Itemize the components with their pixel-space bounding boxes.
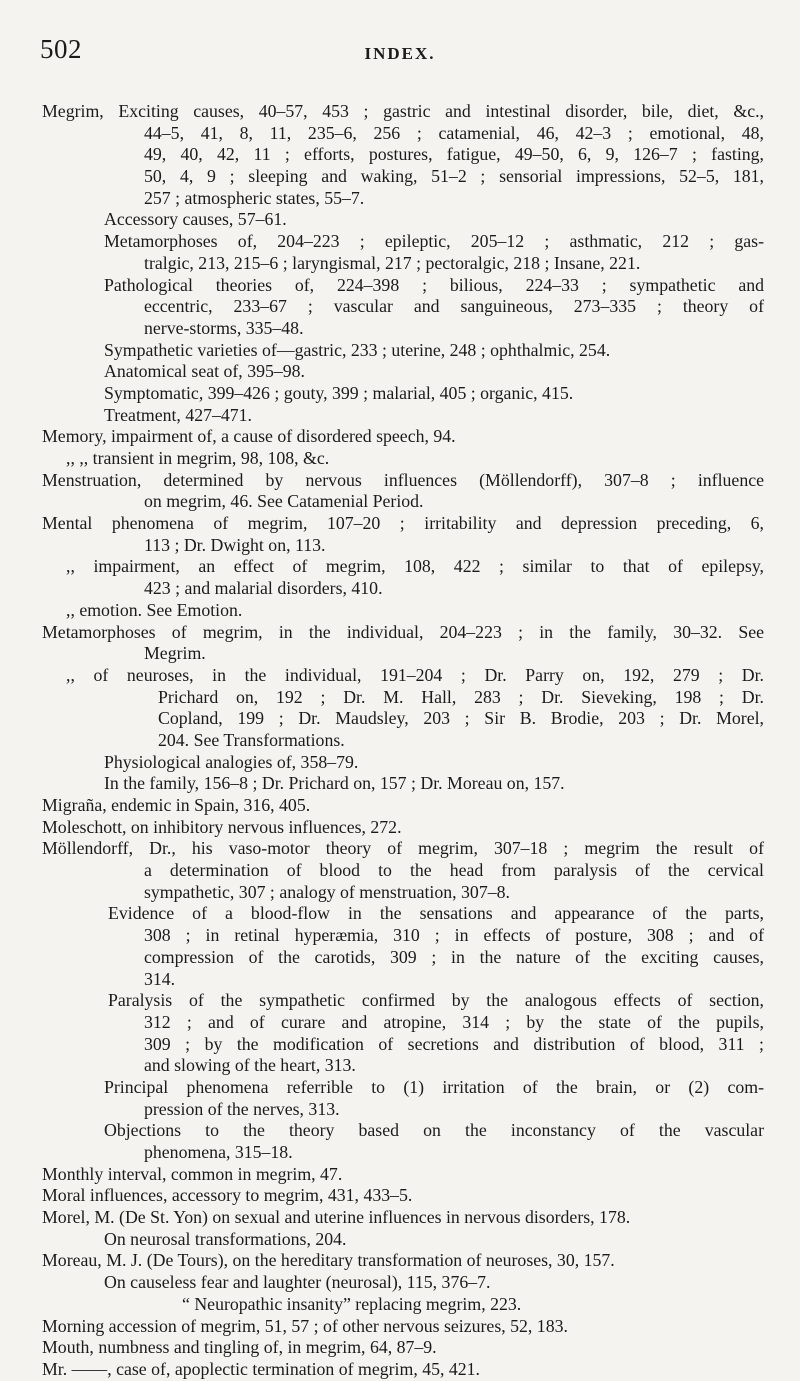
index-line: ,, of neuroses, in the individual, 191–204 ; Dr. Parry on, 192, 279 ; Dr. — [66, 664, 764, 685]
index-line: Moreau, M. J. (De Tours), on the hereditary transformation of neuroses, 30, 157. — [42, 1250, 615, 1271]
index-line: 314. — [144, 968, 176, 989]
index-line: Principal phenomena referrible to (1) irritation of the brain, or (2) com- — [104, 1076, 764, 1097]
index-line: Anatomical seat of, 395–98. — [104, 361, 305, 382]
index-line: Prichard on, 192 ; Dr. M. Hall, 283 ; Dr. Sieveking, 198 ; Dr. — [158, 686, 764, 707]
index-line: ,, ,, transient in megrim, 98, 108, &c. — [66, 448, 330, 468]
index-line: In the family, 156–8 ; Dr. Prichard on, 157 ; Dr. Moreau on, 157. — [104, 773, 565, 794]
index-line: Möllendorff, Dr., his vaso-motor theory of megrim, 307–18 ; megrim the result of — [42, 838, 764, 859]
index-line: tralgic, 213, 215–6 ; laryngismal, 217 ; pectoralgic, 218 ; Insane, 221. — [144, 252, 641, 273]
index-line: and slowing of the heart, 313. — [144, 1055, 356, 1076]
index-line: Pathological theories of, 224–398 ; bilious, 224–33 ; sympathetic and — [104, 274, 764, 295]
index-line: Megrim, Exciting causes, 40–57, 453 ; gastric and intestinal disorder, bile, diet, &c., — [42, 101, 764, 121]
index-line: On neurosal transformations, 204. — [104, 1228, 347, 1249]
index-line: pression of the nerves, 313. — [144, 1098, 340, 1119]
index-line: Mental phenomena of megrim, 107–20 ; irritability and depression preceding, 6, — [42, 513, 764, 534]
index-line: Symptomatic, 399–426 ; gouty, 399 ; malarial, 405 ; organic, 415. — [104, 382, 574, 403]
index-line: Accessory causes, 57–61. — [104, 209, 287, 230]
index-line: Copland, 199 ; Dr. Maudsley, 203 ; Sir B. Brodie, 203 ; Dr. Morel, — [158, 708, 764, 729]
index-line: Menstruation, determined by nervous influences (Möllendorff), 307–8 ; influence — [42, 469, 764, 490]
index-line: On causeless fear and laughter (neurosal), 115, 376–7. — [104, 1272, 491, 1293]
index-line: Physiological analogies of, 358–79. — [104, 751, 359, 772]
index-line: 309 ; by the modification of secretions and distribution of blood, 311 ; — [144, 1033, 764, 1054]
running-head-title: INDEX. — [364, 44, 436, 63]
index-line: 113 ; Dr. Dwight on, 113. — [144, 534, 326, 555]
index-line: Mouth, numbness and tingling of, in megrim, 64, 87–9. — [42, 1337, 437, 1358]
index-line: Moral influences, accessory to megrim, 431, 433–5. — [42, 1185, 413, 1206]
index-line: Morel, M. (De St. Yon) on sexual and uterine influences in nervous disorders, 178. — [42, 1207, 631, 1228]
index-line: 312 ; and of curare and atropine, 314 ; by the state of the pupils, — [144, 1011, 764, 1032]
index-line: Moleschott, on inhibitory nervous influences, 272. — [42, 816, 402, 837]
page-number: 502 — [40, 34, 82, 64]
index-line: on megrim, 46. See Catamenial Period. — [144, 491, 424, 512]
index-line: 308 ; in retinal hyperæmia, 310 ; in effects of posture, 308 ; and of — [144, 925, 764, 946]
index-line: “ Neuropathic insanity” replacing megrim, 223. — [182, 1293, 522, 1314]
index-line: Objections to the theory based on the inconstancy of the vascular — [104, 1120, 764, 1141]
index-line: a determination of blood to the head from paralysis of the cervical — [144, 860, 764, 881]
index-line: 257 ; atmospheric states, 55–7. — [144, 187, 365, 208]
index-line: 50, 4, 9 ; sleeping and waking, 51–2 ; sensorial impressions, 52–5, 181, — [144, 166, 764, 187]
index-line: ,, impairment, an effect of megrim, 108, 422 ; similar to that of epilepsy, — [66, 556, 764, 577]
index-line: Megrim. — [144, 643, 206, 664]
index-line: Metamorphoses of, 204–223 ; epileptic, 205–12 ; asthmatic, 212 ; gas- — [104, 231, 764, 252]
index-line: Metamorphoses of megrim, in the individual, 204–223 ; in the family, 30–32. See — [42, 621, 764, 642]
index-line: sympathetic, 307 ; analogy of menstruation, 307–8. — [144, 881, 510, 902]
page-header — [40, 34, 760, 74]
index-line: Evidence of a blood-flow in the sensations and appearance of the parts, — [108, 903, 764, 924]
index-line: ,, emotion. See Emotion. — [66, 599, 243, 620]
index-line: Paralysis of the sympathetic confirmed by the analogous effects of section, — [108, 990, 764, 1011]
index-line: Migraña, endemic in Spain, 316, 405. — [42, 795, 311, 815]
index-line: nerve-storms, 335–48. — [144, 317, 304, 338]
index-line: compression of the carotids, 309 ; in the nature of the exciting causes, — [144, 946, 764, 967]
index-line: Morning accession of megrim, 51, 57 ; of other nervous seizures, 52, 183. — [42, 1315, 568, 1336]
index-line: 49, 40, 42, 11 ; efforts, postures, fatigue, 49–50, 6, 9, 126–7 ; fasting, — [144, 144, 764, 165]
index-entries — [42, 101, 764, 1381]
index-line: Monthly interval, common in megrim, 47. — [42, 1163, 343, 1184]
index-line: Mr. ——, case of, apoplectic termination of megrim, 45, 421. — [42, 1358, 481, 1379]
index-line: eccentric, 233–67 ; vascular and sanguineous, 273–335 ; theory of — [144, 296, 764, 317]
index-line: phenomena, 315–18. — [144, 1142, 293, 1162]
index-line: 44–5, 41, 8, 11, 235–6, 256 ; catamenial, 46, 42–3 ; emotional, 48, — [144, 122, 764, 143]
index-line: Memory, impairment of, a cause of disordered speech, 94. — [42, 426, 456, 447]
index-line: Sympathetic varieties of—gastric, 233 ; uterine, 248 ; ophthalmic, 254. — [104, 339, 611, 360]
index-line: 423 ; and malarial disorders, 410. — [144, 578, 383, 599]
index-line: 204. See Transformations. — [158, 729, 345, 750]
index-line: Treatment, 427–471. — [104, 404, 253, 425]
